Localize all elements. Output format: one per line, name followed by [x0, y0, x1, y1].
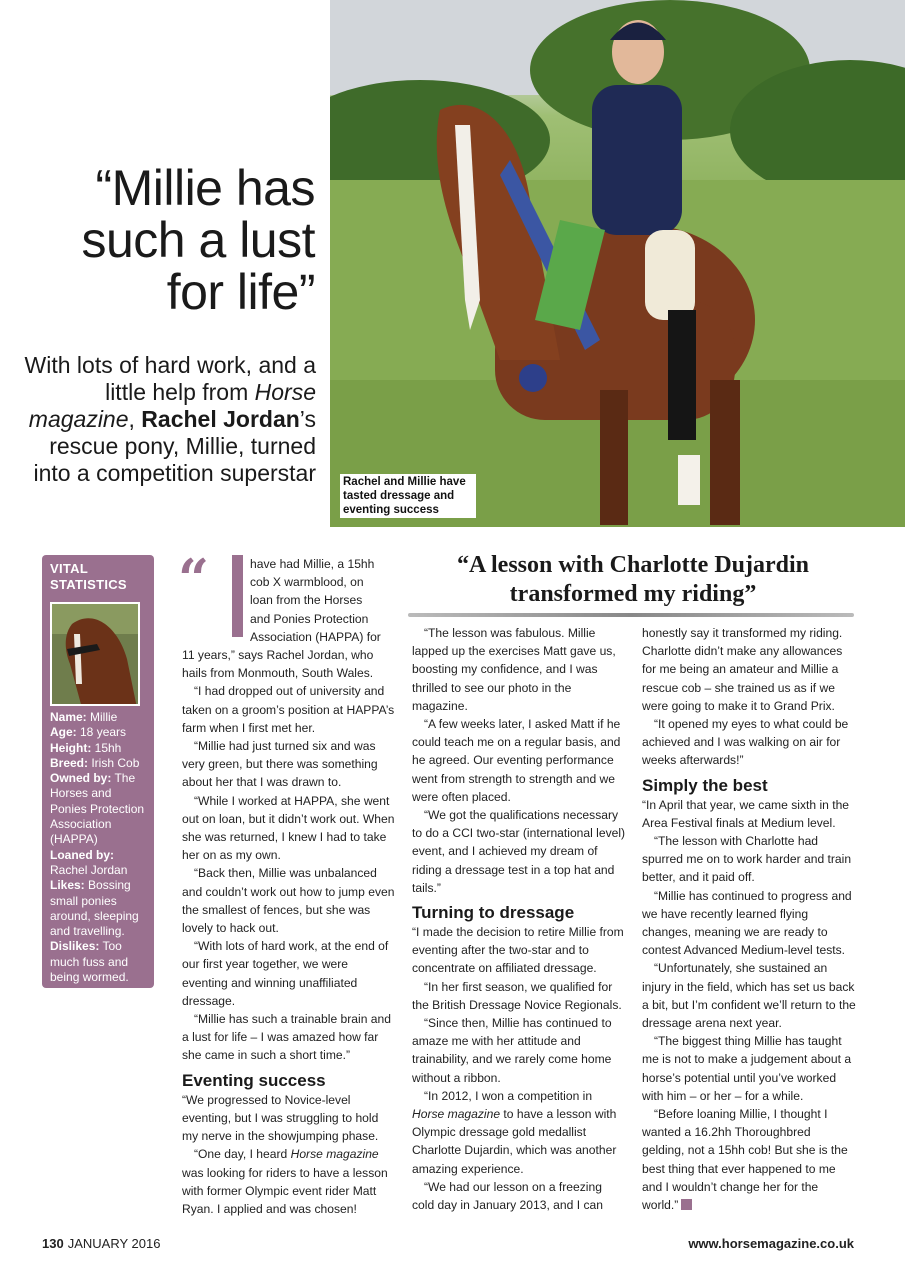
paragraph: “The lesson with Charlotte had spurred me on to work harder and train better, and it paid off.: [642, 834, 852, 885]
paragraph: honestly say it transformed my riding. Charlotte didn’t make any allowances for me being an amateur and Millie a rescue cob – she trained us as if we were going to make it to Grand Prix.: [642, 626, 843, 713]
opening-paragraph: “ have had Millie, a 15hh cob X warmblood, on loan from the Horses and Ponies Protection Association (HAPPA) for 11 years,” says Rachel Jordan, who hails from Monmouth, South Wales.: [178, 547, 381, 681]
paragraph: “We progressed to Novice-level eventing, but I was struggling to hold my nerve in the showjumping phase.: [182, 1092, 379, 1144]
vital-statistics-box: [42, 555, 154, 988]
paragraph: “The biggest thing Millie has taught me is not to make a judgement about a horse’s potential until you’ve worked with him – or her – for a while.: [642, 1034, 852, 1103]
stat-likes: Likes: Bossing small ponies around, sleeping and travelling.: [50, 878, 139, 939]
stat-breed: Breed: Irish Cob: [50, 755, 140, 770]
article-column-2: [412, 624, 626, 1214]
paragraph: “I made the decision to retire Millie from eventing after the two-star and to concentrate on affiliated dressage.: [412, 925, 624, 976]
paragraph: “We had our lesson on a freezing cold day in January 2013, and I can: [412, 1179, 603, 1213]
paragraph: “It opened my eyes to what could be achieved and I was walking on air for weeks afterwards!”: [642, 717, 849, 768]
paragraph: “Millie had just turned six and was very green, but there was something about her that I was drawn to.: [182, 739, 378, 790]
main-photo: [330, 0, 905, 527]
paragraph: “Unfortunately, she sustained an injury in the field, which has set us back a bit, but I’m confident we’ll return to the dressage arena next year.: [642, 961, 856, 1031]
page-number: 130: [42, 1236, 64, 1251]
photo-caption: Rachel and Millie have tasted dressage and eventing success: [340, 474, 476, 518]
paragraph: “In 2012, I won a competition in Horse magazine to have a lesson with Olympic dressage gold medallist Charlotte Dujardin, which was another amazing experience.: [412, 1088, 617, 1176]
paragraph: “Since then, Millie has continued to amaze me with her attitude and trainability, and we rarely come home without a ribbon.: [412, 1016, 612, 1085]
headline-line: for life”: [166, 264, 315, 320]
paragraph: “While I worked at HAPPA, she went out on loan, but it didn’t work out. When she was returned, I knew I had to take her on as my own.: [182, 793, 395, 863]
stats-list: [50, 710, 146, 985]
subhead-simply-the-best: Simply the best: [642, 775, 768, 795]
pull-quote: “A lesson with Charlotte Dujardin transformed my riding”: [456, 552, 810, 607]
headline-line: such a lust: [81, 212, 315, 268]
stat-age: Age: 18 years: [50, 725, 127, 740]
paragraph: “We got the qualifications necessary to do a CCI two-star (international level) event, and I achieved my dream of riding a dressage test in a top hat and tails.”: [412, 808, 626, 895]
page-footer-left: [42, 1236, 160, 1251]
website-url: www.horsemagazine.co.uk: [688, 1236, 854, 1251]
end-mark: [681, 1199, 692, 1210]
drop-cap-i: [232, 555, 243, 637]
article-column-3: [642, 624, 856, 1214]
stat-dislikes: Dislikes: Too much fuss and being wormed.: [50, 939, 129, 985]
paragraph: “Before loaning Millie, I thought I wanted a 16.2hh Thoroughbred gelding, not a 15hh cob! But she is the best thing that ever happened to me and I wouldn’t change her for the world.”: [642, 1107, 848, 1213]
pull-quote-rule: [408, 613, 854, 617]
paragraph: “Millie has such a trainable brain and a lust for life – I was amazed how far she came in such a short time.”: [182, 1012, 391, 1063]
paragraph: “Millie has continued to progress and we have recently learned flying changes, meaning we are ready to contest Advanced Medium-level tests.: [642, 888, 852, 958]
rider-name: Rachel Jordan: [141, 406, 300, 432]
paragraph: “Back then, Millie was unbalanced and couldn’t work out how to jump even the smallest of fences, but she was lovely to hack out.: [182, 866, 395, 936]
paragraph: “In her first season, we qualified for the British Dressage Novice Regionals.: [412, 979, 622, 1012]
headline-line: “Millie has: [95, 160, 315, 216]
paragraph: “One day, I heard Horse magazine was looking for riders to have a lesson with former Olympic event rider Matt Ryan. I applied and was chosen!: [182, 1147, 388, 1216]
stat-loaned-by: Loaned by: Rachel Jordan: [50, 847, 128, 877]
paragraph: “In April that year, we came sixth in the Area Festival finals at Medium level.: [642, 797, 850, 830]
issue-date: JANUARY 2016: [67, 1236, 161, 1251]
subhead-turning-to-dressage: Turning to dressage: [412, 903, 575, 923]
opening-quote-mark: “: [178, 547, 210, 611]
stat-owned-by: Owned by: The Horses and Ponies Protection Association (HAPPA): [50, 771, 145, 847]
vital-statistics-title: VITAL STATISTICS: [50, 561, 127, 592]
paragraph: “A few weeks later, I asked Matt if he could teach me on a regular basis, and he agreed. Our eventing performance went from strength to strength and we were often placed.: [412, 717, 621, 804]
horse-headshot-photo: [50, 602, 140, 706]
paragraph: “I had dropped out of university and taken on a groom’s position at HAPPA’s farm when I first met her.: [182, 684, 395, 735]
standfirst: With lots of hard work, and a little help from Horse magazine, Rachel Jordan’s rescue pony, Millie, turned into a competition superstar: [24, 352, 316, 486]
rider-and-horse-illustration: [330, 0, 905, 527]
stat-height: Height: 15hh: [50, 740, 122, 755]
subhead-eventing-success: Eventing success: [182, 1070, 326, 1090]
headline: [20, 162, 315, 318]
stat-name: Name: Millie: [50, 710, 118, 724]
horse-headshot-illustration: [52, 604, 140, 706]
article-column-1: [178, 547, 395, 1218]
paragraph: “The lesson was fabulous. Millie lapped up the exercises Matt gave us, boosting my confidence, and I was thrilled to see our photo in the magazine.: [412, 626, 616, 713]
magazine-name: Horse magazine: [28, 379, 316, 432]
paragraph: “With lots of hard work, at the end of our first year together, we were eventing and winning unaffiliated dressage.: [182, 939, 389, 1008]
